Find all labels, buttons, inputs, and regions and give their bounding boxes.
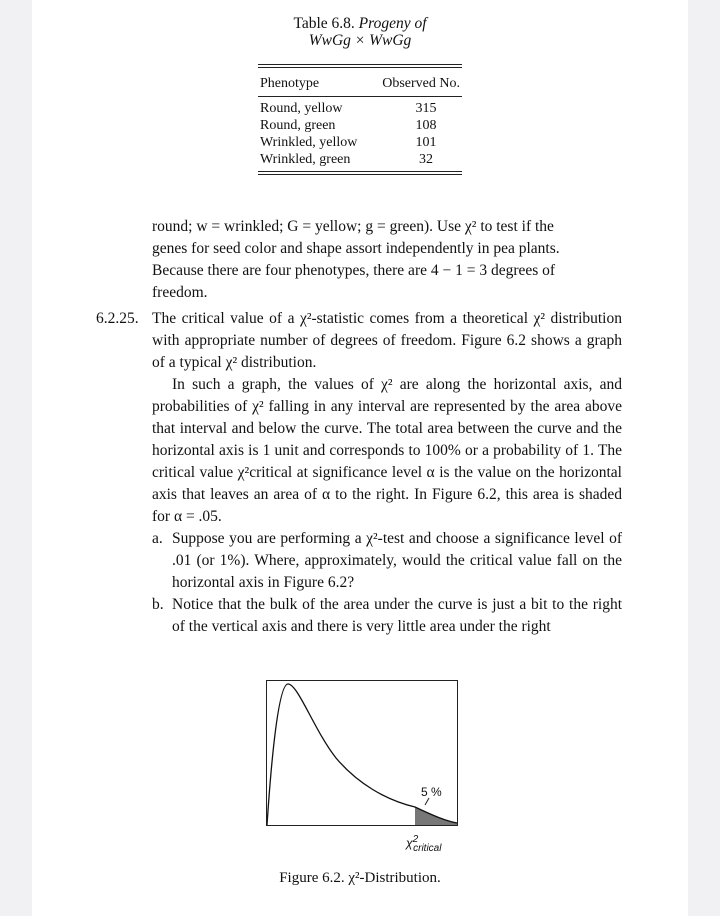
- figure-caption: Figure 6.2. χ²-Distribution.: [279, 870, 441, 886]
- problem-item-a: a. Suppose you are performing a χ²-test and choose a significance level of .01 (or 1%). Where, approximately, would the critical value fall on the horizontal axis in Figure 6.2?: [152, 530, 622, 591]
- chi-square-figure: [266, 680, 458, 826]
- table-bottom-rule: [258, 171, 462, 175]
- problem-paragraph-2: In such a graph, the values of χ² are along the horizontal axis, and probabilities of χ² falling in any interval are represented by the area above that interval and below the curve. The total area between the curve and the horizontal axis is 1 unit and corresponds to 100% or a probability of 1. The critical value χ²critical at significance level α is the value on the horizontal axis that leaves an area of α to the right. In Figure 6.2, this area is shaded for α = .05.: [152, 376, 622, 525]
- table-row: Round, yellow 315: [260, 101, 437, 116]
- problem-number: 6.2.25.: [96, 310, 139, 327]
- table-header: [258, 68, 462, 96]
- table-row: Wrinkled, green 32: [260, 152, 433, 167]
- table-caption: Table 6.8. Progeny of WwGg × WwGg: [293, 15, 427, 49]
- header-observed: Observed No.: [382, 76, 460, 91]
- table-row: Wrinkled, yellow 101: [260, 135, 437, 150]
- continuation-paragraph: round; w = wrinkled; G = yellow; g = green). Use χ² to test if the genes for seed color and shape assort independently in pea plants. Because there are four phenotypes, there are 4 − 1 = 3 degrees of freedom.: [152, 218, 560, 301]
- progeny-table: [258, 64, 462, 175]
- header-phenotype: Phenotype: [260, 76, 320, 91]
- critical-value-label: $\chi^2_{critical}$: [406, 834, 442, 854]
- percent-label: 5 %: [421, 785, 442, 799]
- table-row: Round, green 108: [260, 118, 437, 133]
- problem-item-b: b. Notice that the bulk of the area under the curve is just a bit to the right of the vertical axis and there is very little area under the right: [152, 596, 622, 635]
- problem-paragraph-1: The critical value of a χ²-statistic comes from a theoretical χ² distribution with appropriate number of degrees of freedom. Figure 6.2 shows a graph of a typical χ² distribution.: [152, 310, 622, 371]
